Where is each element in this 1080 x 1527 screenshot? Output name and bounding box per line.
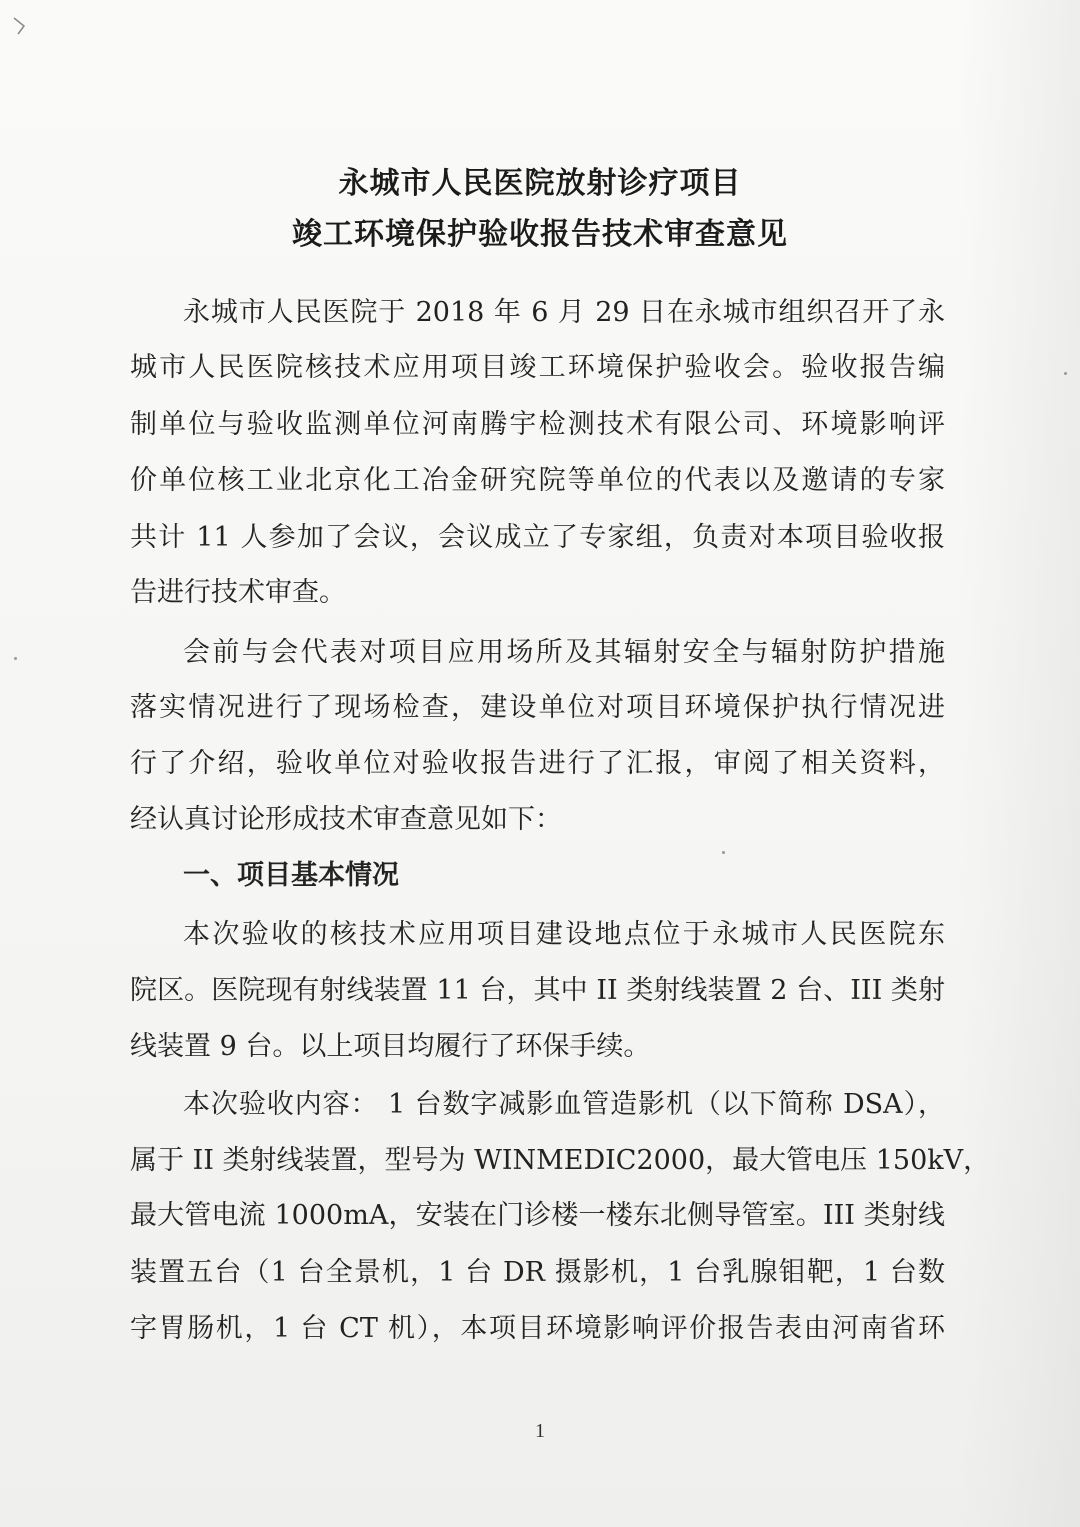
body-line: 最大管电流 1000mA，安装在门诊楼一楼东北侧导管室。III 类射线 (130, 1200, 945, 1231)
body-line: 本次验收的核技术应用项目建设地点位于永城市人民医院东 (183, 919, 945, 950)
body-line: 字胃肠机，1 台 CT 机），本项目环境影响评价报告表由河南省环 (130, 1313, 945, 1344)
body-line: 行了介绍，验收单位对验收报告进行了汇报，审阅了相关资料， (130, 748, 945, 779)
body-line: 装置五台（1 台全景机，1 台 DR 摄影机，1 台乳腺钼靶，1 台数 (130, 1257, 945, 1288)
body-line: 告进行技术审查。 (130, 577, 346, 608)
scan-speck (1064, 372, 1067, 375)
body-line: 本次验收内容： 1 台数字减影血管造影机（以下简称 DSA）， (183, 1089, 945, 1120)
body-line: 属于 II 类射线装置，型号为 WINMEDIC2000，最大管电压 150kV， (130, 1145, 991, 1176)
body-line: 制单位与验收监测单位河南腾宇检测技术有限公司、环境影响评 (130, 409, 945, 440)
body-line: 城市人民医院核技术应用项目竣工环境保护验收会。验收报告编 (130, 352, 945, 383)
section-heading: 一、项目基本情况 (183, 860, 399, 891)
scan-speck (722, 851, 725, 854)
body-line: 落实情况进行了现场检查，建设单位对项目环境保护执行情况进 (130, 692, 945, 723)
body-line: 共计 11 人参加了会议，会议成立了专家组，负责对本项目验收报 (130, 522, 945, 553)
body-line: 价单位核工业北京化工冶金研究院等单位的代表以及邀请的专家 (130, 465, 945, 496)
body-line: 永城市人民医院于 2018 年 6 月 29 日在永城市组织召开了永 (183, 297, 945, 328)
document-title-line-1: 永城市人民医院放射诊疗项目 (338, 166, 742, 201)
body-line: 线装置 9 台。以上项目均履行了环保手续。 (130, 1031, 651, 1062)
body-line: 院区。医院现有射线装置 11 台，其中 II 类射线装置 2 台、III 类射 (130, 975, 945, 1006)
body-line: 会前与会代表对项目应用场所及其辐射安全与辐射防护措施 (183, 637, 945, 668)
body-line: 经认真讨论形成技术审查意见如下： (130, 804, 562, 835)
document-title-line-2: 竣工环境保护验收报告技术审查意见 (292, 217, 788, 252)
scan-corner-mark-icon (10, 14, 32, 36)
scan-speck (14, 657, 17, 660)
page-number: 1 (535, 1420, 545, 1442)
